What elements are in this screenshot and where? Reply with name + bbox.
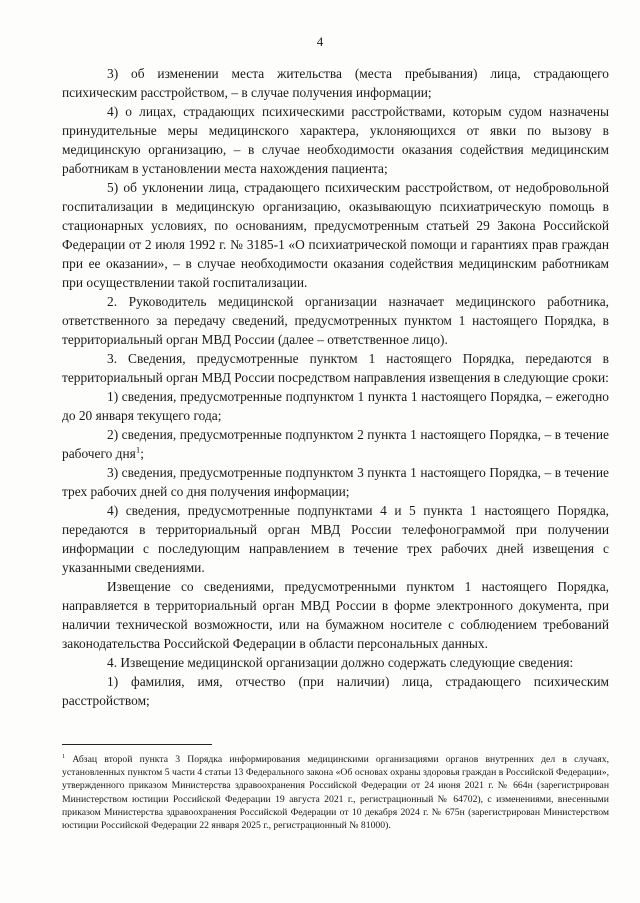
paragraph: 3. Сведения, предусмотренные пунктом 1 настоящего Порядка, передаются в территориальный орган МВД России посредством направления извещения в следующие сроки:: [62, 351, 609, 385]
paragraph: 4. Извещение медицинской организации должно содержать следующие сведения:: [107, 655, 574, 670]
paragraph: 1) сведения, предусмотренные подпунктом 1 пункта 1 настоящего Порядка, – ежегодно до 20 января текущего года;: [62, 389, 609, 423]
document-body: [62, 64, 609, 710]
paragraph: 4) о лицах, страдающих психическими расстройствами, которым судом назначены принудительные меры медицинского характера, уклоняющихся от явки по вызову в медицинскую организацию, – в случае необходимости оказания содействия медицинским работникам в установлении места нахождения пациента;: [62, 104, 609, 176]
footnote-marker: 1: [62, 752, 66, 760]
paragraph: 4) сведения, предусмотренные подпунктами 4 и 5 пункта 1 настоящего Порядка, передаются в территориальный орган МВД России телефонограммой при получении информации с последующим направлением в течение трех рабочих дней извещения с указанными сведениями.: [62, 503, 609, 575]
paragraph-with-footnote: [62, 425, 609, 463]
paragraph: 5) об уклонении лица, страдающего психическим расстройством, от недобровольной госпитализации в медицинскую организацию, оказывающую психиатрическую помощь в стационарных условиях, по основаниям, предусмотренным статьей 29 Закона Российской Федерации от 2 июля 1992 г. № 3185-1 «О психиатрической помощи и гарантиях прав граждан при ее оказании», – в случае необходимости оказания содействия медицинским работникам при осуществлении такой госпитализации.: [62, 180, 609, 290]
paragraph: Извещение со сведениями, предусмотренными пунктом 1 настоящего Порядка, направляется в территориальный орган МВД России в форме электронного документа, при наличии технической возможности, или на бумажном носителе с соблюдением требований законодательства Российской Федерации в области персональных данных.: [62, 579, 609, 651]
footnote-reference[interactable]: 1: [135, 444, 141, 455]
footnote-text: Абзац второй пункта 3 Порядка информирования медицинскими организациями органов внутренних дел в случаях, установленных пунктом 5 части 4 статьи 13 Федерального закона «Об основах охраны здоровья граждан в Российской Федерации», утвержденного приказом Министерства здравоохранения Российской Федерации от 24 июня 2021 г. № 664н (зарегистрирован Министерством юстиции Российской Федерации 19 августа 2021 г., регистрационный № 64702), с изменениями, внесенными приказом Министерства здравоохранения Российской Федерации от 10 декабря 2024 г. № 675н (зарегистрирован Министерством юстиции Российской Федерации 22 января 2025 г., регистрационный № 81000).: [62, 754, 609, 832]
footnote-divider: [62, 744, 212, 745]
paragraph: 3) сведения, предусмотренные подпунктом 3 пункта 1 настоящего Порядка, – в течение трех рабочих дней со дня получения информации;: [62, 465, 609, 499]
paragraph: 1) фамилия, имя, отчество (при наличии) лица, страдающего психическим расстройством;: [62, 674, 609, 708]
paragraph: 2. Руководитель медицинской организации назначает медицинского работника, ответственного за передачу сведений, предусмотренных пунктом 1 настоящего Порядка, в территориальный орган МВД России (далее – ответственное лицо).: [62, 294, 609, 347]
paragraph: 3) об изменении места жительства (места пребывания) лица, страдающего психическим расстройством, – в случае получения информации;: [62, 66, 609, 100]
paragraph-end: ;: [140, 446, 144, 461]
paragraph-text: 2) сведения, предусмотренные подпунктом 2 пункта 1 настоящего Порядка, – в течение рабочего дня: [62, 427, 609, 461]
page-number: 4: [316, 34, 324, 49]
footnote: [62, 753, 609, 832]
